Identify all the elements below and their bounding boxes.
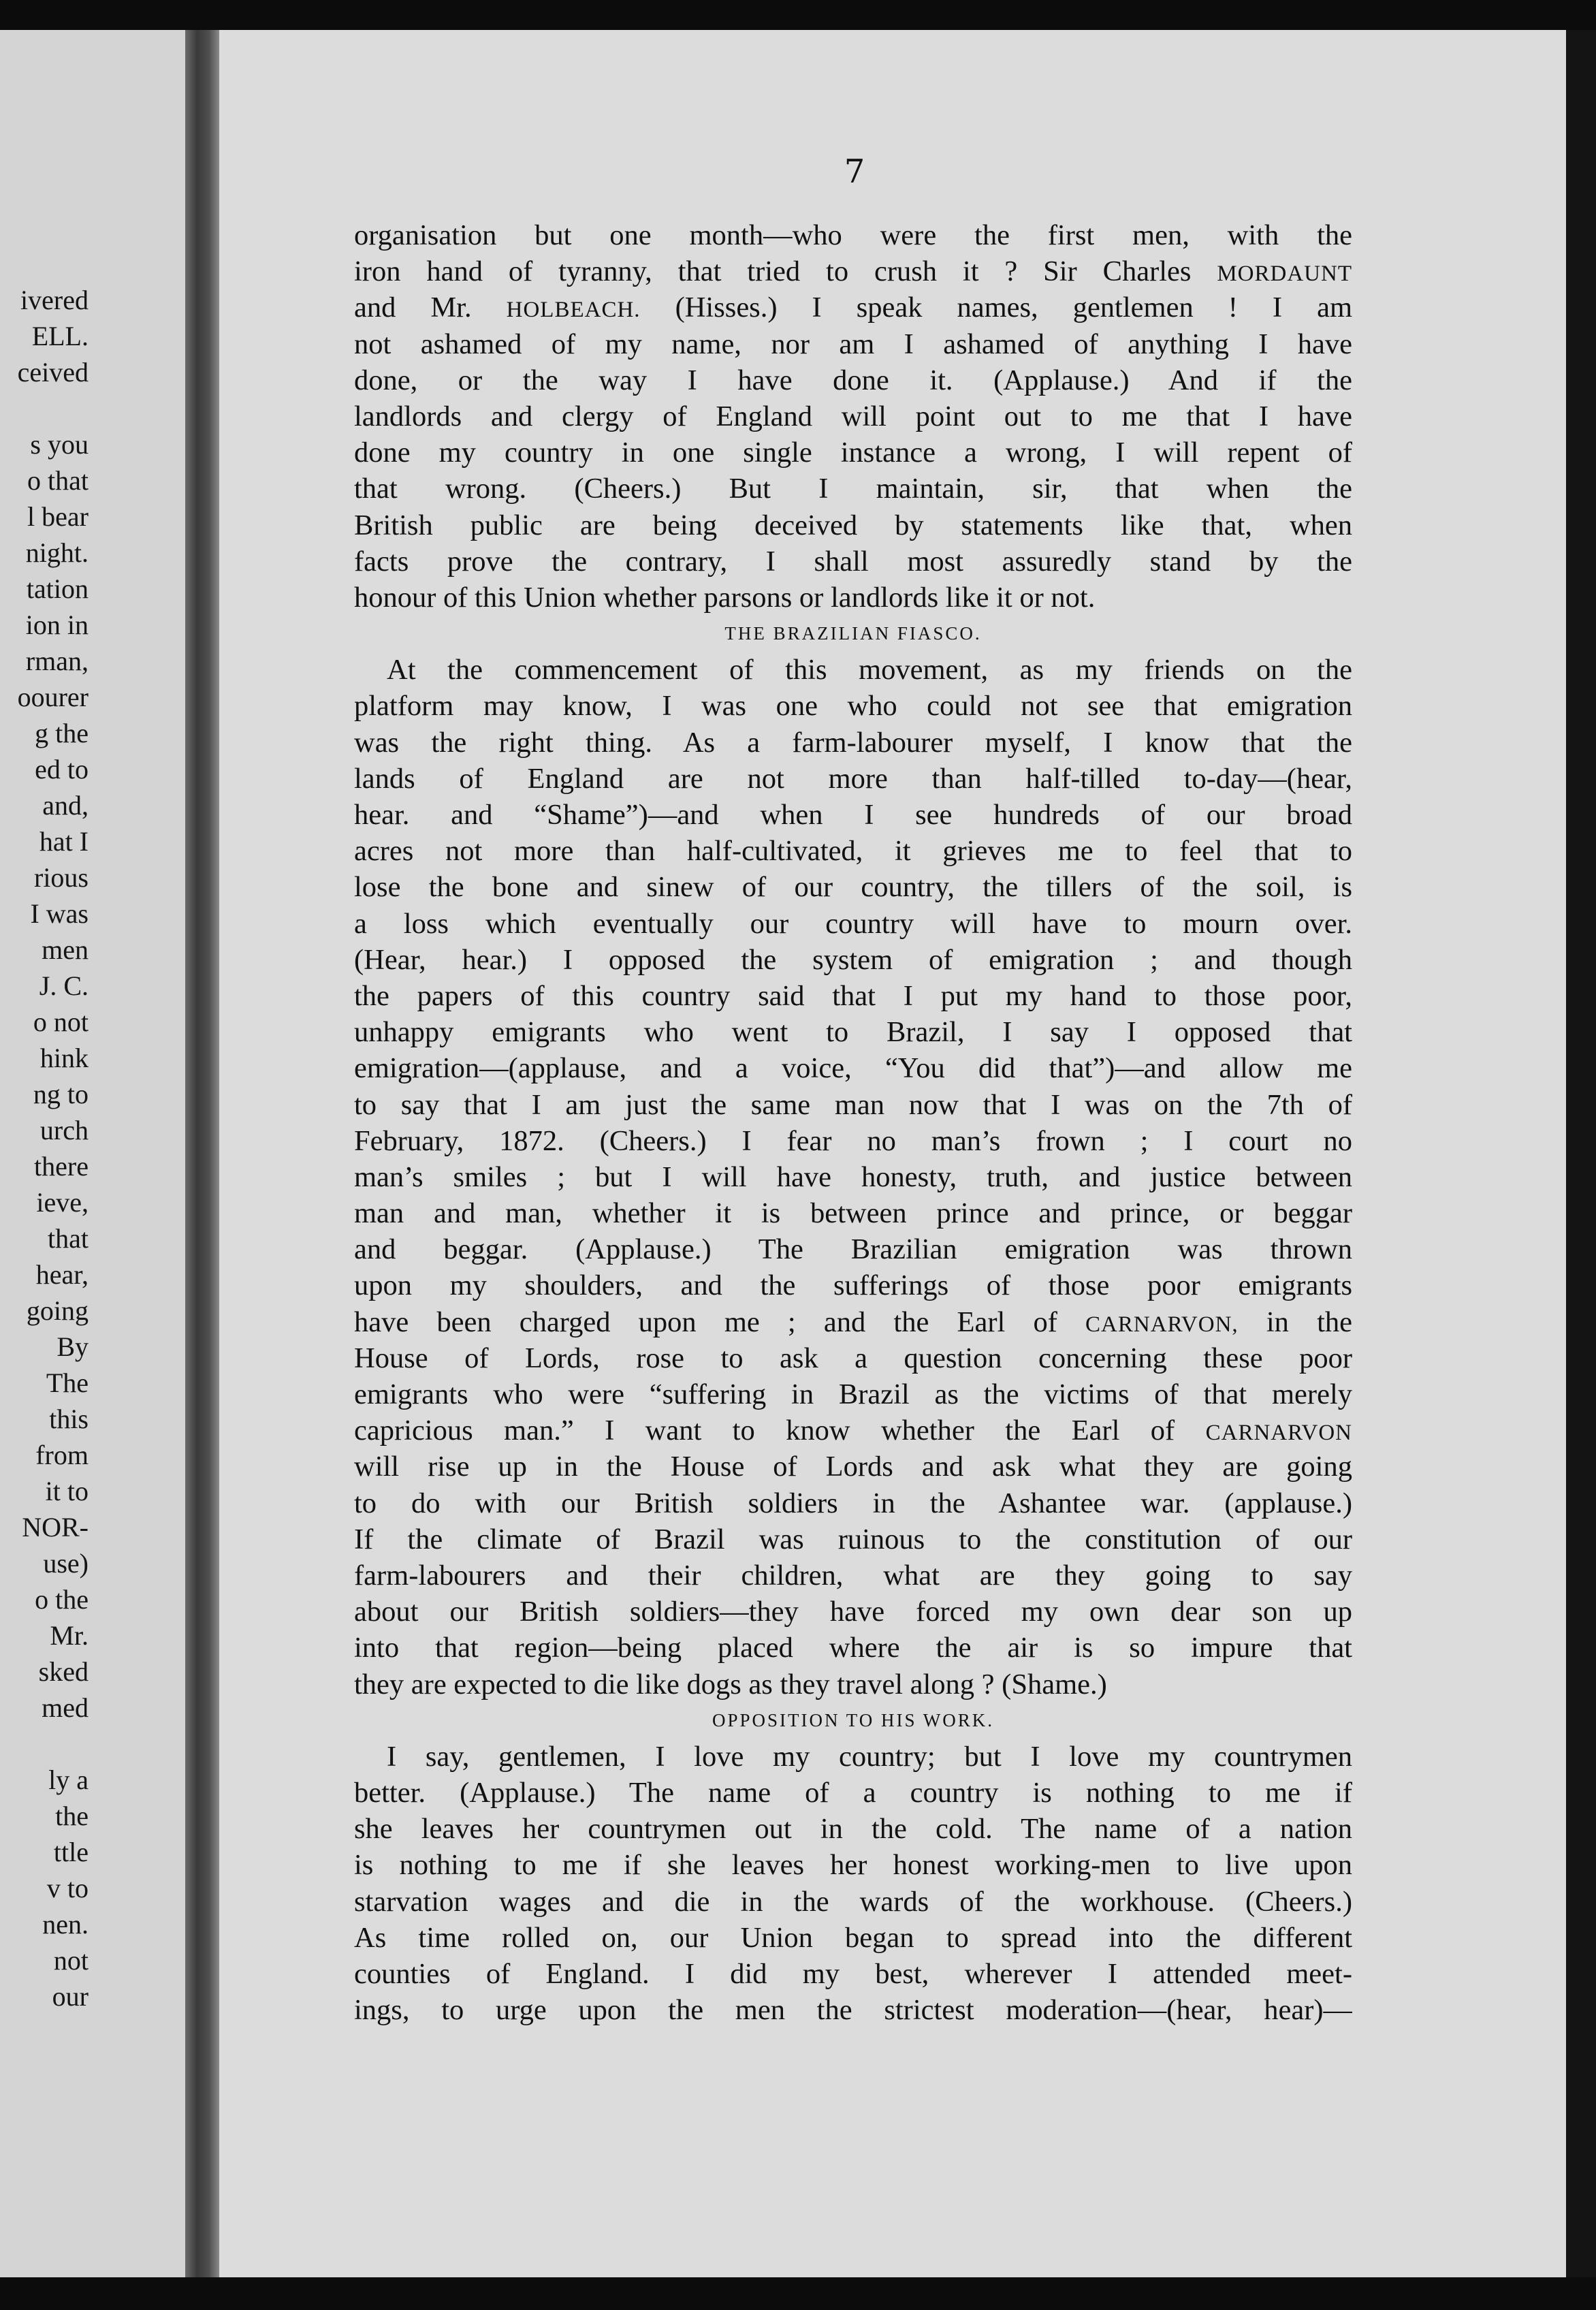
facing-page-line: urch — [39, 1115, 89, 1145]
facing-page-line: By — [57, 1331, 89, 1362]
text-line: platform may know, I was one who could not see that emigration — [354, 690, 1352, 723]
facing-page-line — [0, 1726, 89, 1762]
facing-page-line: o the — [35, 1584, 89, 1615]
facing-page-line: J. C. — [39, 970, 89, 1001]
facing-page-line: and, — [42, 790, 89, 821]
text-line: February, 1872. (Cheers.) I fear no man’s frown ; I court no — [354, 1124, 1352, 1157]
facing-page-line: ELL. — [31, 321, 89, 351]
text-line: starvation wages and die in the wards of the workhouse. (Cheers.) — [354, 1885, 1352, 1918]
facing-page-fragment — [0, 30, 199, 2277]
facing-page-line: rman, — [25, 646, 89, 676]
text-line: a loss which eventually our country will have to mourn over. — [354, 907, 1352, 940]
text-line: House of Lords, rose to ask a question concerning these poor — [354, 1342, 1352, 1374]
text-line: into that region—being placed where the air is so impure that — [354, 1632, 1352, 1664]
text-line: At the commencement of this movement, as my friends on the — [387, 654, 1352, 686]
facing-page-line: o not — [33, 1007, 89, 1037]
facing-page-line: it to — [45, 1476, 89, 1506]
scan-border — [1566, 30, 1596, 2277]
facing-page-line: going — [26, 1295, 89, 1326]
text-line: ings, to urge upon the men the strictest moderation—(hear, hear)— — [354, 1994, 1352, 2027]
facing-page-line: ceived — [17, 357, 89, 387]
text-line: emigrants who were “suffering in Brazil as the victims of that merely — [354, 1378, 1352, 1410]
facing-page-line: hat I — [39, 826, 89, 857]
text-line: man’s smiles ; but I will have honesty, truth, and justice between — [354, 1160, 1352, 1193]
text-line: acres not more than half-cultivated, it grieves me to feel that to — [354, 835, 1352, 868]
facing-page-line: from — [35, 1440, 89, 1470]
book-gutter — [185, 30, 219, 2277]
text-line: I say, gentlemen, I love my country; but I love my countrymen — [387, 1740, 1352, 1773]
page-body — [354, 217, 1352, 2028]
facing-page-line: v to — [46, 1873, 89, 1903]
paragraph-opening — [354, 217, 1352, 616]
facing-page-line: men — [42, 934, 89, 965]
facing-page-line: there — [34, 1151, 89, 1182]
text-line: honour of this Union whether parsons or landlords like it or not. — [354, 581, 1096, 614]
facing-page-line: the — [55, 1801, 89, 1831]
facing-page-line: hink — [39, 1043, 89, 1073]
facing-page-line: nen. — [42, 1909, 89, 1940]
text-line: As time rolled on, our Union began to spread into the different — [354, 1921, 1352, 1954]
text-line: was the right thing. As a farm-labourer myself, I know that the — [354, 726, 1352, 759]
paragraph-opposition — [354, 1739, 1352, 2029]
text-line: to say that I am just the same man now that I was on the 7th of — [354, 1088, 1352, 1121]
text-line: upon my shoulders, and the sufferings of those poor emigrants — [354, 1269, 1352, 1302]
facing-page-line: s you — [30, 429, 89, 460]
facing-page-line — [0, 390, 89, 426]
facing-page-line: g the — [35, 718, 89, 748]
text-line: the papers of this country said that I put my hand to those poor, — [354, 979, 1352, 1012]
facing-page-line: o that — [27, 465, 89, 496]
section-heading-opposition: OPPOSITION TO HIS WORK. — [712, 1709, 995, 1730]
text-line: facts prove the contrary, I shall most assuredly stand by the — [354, 545, 1352, 578]
facing-page-line: that — [48, 1223, 89, 1254]
facing-page-line: not — [53, 1945, 89, 1976]
text-line: she leaves her countrymen out in the cold. The name of a nation — [354, 1813, 1352, 1846]
facing-page-line: ieve, — [36, 1187, 89, 1218]
facing-page-text — [0, 282, 89, 2014]
facing-page-line: ttle — [53, 1837, 89, 1867]
facing-page-line: I was — [30, 898, 89, 929]
text-line: have been charged upon me ; and the Earl of CARNARVON, in the — [354, 1306, 1352, 1338]
facing-page-line: hear, — [35, 1259, 89, 1290]
text-line: If the climate of Brazil was ruinous to the constitution of our — [354, 1523, 1352, 1555]
text-line: not ashamed of my name, nor am I ashamed of anything I have — [354, 328, 1352, 360]
text-line: done, or the way I have done it. (Applause.) And if the — [354, 364, 1352, 396]
text-line: done my country in one single instance a wrong, I will repent of — [354, 437, 1352, 469]
facing-page-line: oourer — [17, 682, 89, 712]
facing-page-line: The — [46, 1367, 89, 1398]
text-line: they are expected to die like dogs as they travel along ? (Shame.) — [354, 1668, 1107, 1700]
text-line: counties of England. I did my best, wherever I attended meet- — [354, 1958, 1352, 1990]
facing-page-line: ion in — [25, 610, 89, 640]
text-line: organisation but one month—who were the first men, with the — [354, 219, 1352, 251]
text-line: emigration—(applause, and a voice, “You did that”)—and allow me — [354, 1052, 1352, 1085]
text-line: better. (Applause.) The name of a country is nothing to me if — [354, 1777, 1352, 1809]
text-line: (Hear, hear.) I opposed the system of emigration ; and though — [354, 943, 1352, 976]
facing-page-line: our — [52, 1981, 89, 2012]
book-page — [219, 30, 1574, 2277]
text-line: man and man, whether it is between prince and prince, or beggar — [354, 1197, 1352, 1230]
text-line: will rise up in the House of Lords and ask what they are going — [354, 1451, 1352, 1483]
text-line: British public are being deceived by statements like that, when — [354, 509, 1352, 541]
text-line: landlords and clergy of England will point out to me that I have — [354, 400, 1352, 432]
page-number: 7 — [844, 153, 865, 191]
text-line: about our British soldiers—they have forced my own dear son up — [354, 1596, 1352, 1628]
facing-page-line: l bear — [27, 501, 89, 532]
text-line: is nothing to me if she leaves her honest working-men to live upon — [354, 1849, 1352, 1882]
text-line: capricious man.” I want to know whether the Earl of CARNARVON — [354, 1414, 1352, 1447]
text-line: farm-labourers and their children, what are they going to say — [354, 1559, 1352, 1592]
facing-page-line: tation — [26, 573, 89, 604]
facing-page-line: this — [49, 1404, 89, 1434]
facing-page-line: ed to — [35, 754, 89, 785]
text-line: and Mr. HOLBEACH. (Hisses.) I speak names, gentlemen ! I am — [354, 291, 1352, 324]
facing-page-line: sked — [38, 1656, 89, 1687]
text-line: to do with our British soldiers in the Ashantee war. (applause.) — [354, 1487, 1352, 1519]
facing-page-line: ly a — [48, 1765, 89, 1795]
facing-page-line: night. — [25, 537, 89, 568]
text-line: iron hand of tyranny, that tried to crush it ? Sir Charles MORDAUNT — [354, 255, 1352, 288]
facing-page-line: rious — [34, 862, 89, 893]
facing-page-line: ng to — [33, 1079, 89, 1109]
text-line: that wrong. (Cheers.) But I maintain, sir, that when the — [354, 473, 1352, 505]
section-heading-brazilian-fiasco: THE BRAZILIAN FIASCO. — [724, 623, 982, 644]
text-line: unhappy emigrants who went to Brazil, I say I opposed that — [354, 1016, 1352, 1049]
facing-page-line: use) — [43, 1548, 89, 1579]
facing-page-line: ivered — [20, 285, 89, 315]
facing-page-line: Mr. — [50, 1620, 89, 1651]
text-line: lands of England are not more than half-tilled to-day—(hear, — [354, 762, 1352, 795]
facing-page-line: NOR- — [22, 1512, 89, 1542]
facing-page-line: med — [42, 1692, 89, 1723]
text-line: hear. and “Shame”)—and when I see hundreds of our broad — [354, 799, 1352, 831]
text-line: lose the bone and sinew of our country, the tillers of the soil, is — [354, 871, 1352, 904]
paragraph-brazilian-fiasco — [354, 652, 1352, 1702]
text-line: and beggar. (Applause.) The Brazilian emigration was thrown — [354, 1233, 1352, 1266]
